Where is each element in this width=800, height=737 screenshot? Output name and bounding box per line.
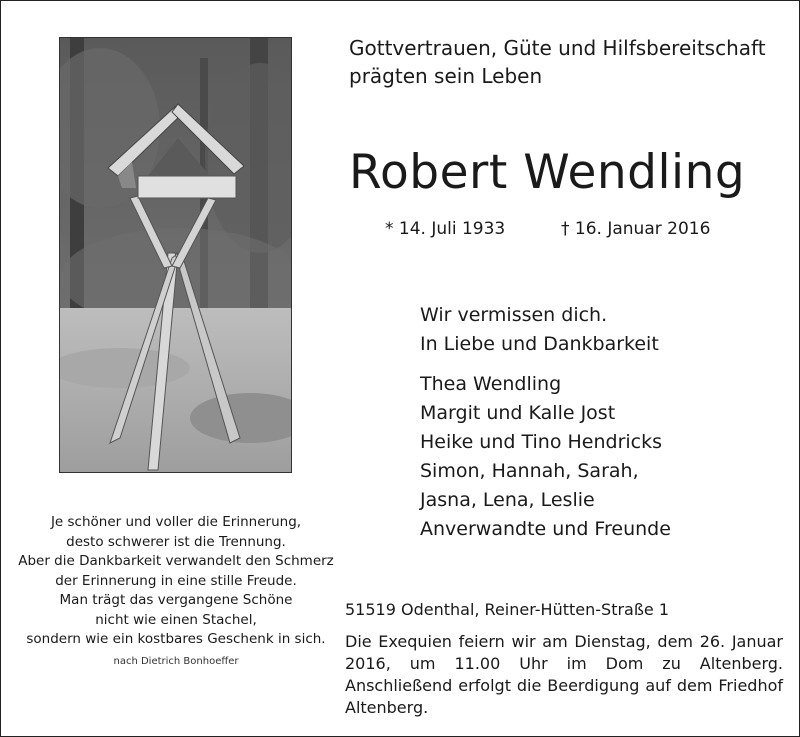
mourners-list xyxy=(420,370,671,544)
poem-line: Aber die Dankbarkeit verwandelt den Schmerz xyxy=(18,553,334,569)
mourner-entry: Margit und Kalle Jost xyxy=(420,402,616,424)
poem-line: sondern wie ein kostbares Geschenk in sich. xyxy=(26,631,326,647)
poem-line: desto schwerer ist die Trennung. xyxy=(66,533,286,550)
mourner-entry: Thea Wendling xyxy=(420,373,562,395)
family-address: 51519 Odenthal, Reiner-Hütten-Straße 1 xyxy=(345,600,670,619)
message-line: Wir vermissen dich. xyxy=(420,304,608,326)
poem-line: nicht wie einen Stachel, xyxy=(95,611,257,628)
birth-date: * 14. Juli 1933 xyxy=(385,219,506,239)
motto-line: Gottvertrauen, Güte und Hilfsbereitschaft xyxy=(349,36,766,60)
remembrance-message xyxy=(420,301,659,359)
funeral-service-info: Die Exequien feiern wir am Dienstag, dem 26. Januar 2016, um 11.00 Uhr im Dom zu Altenberg. Anschließend erfolgt die Beerdigung auf dem Friedhof Altenberg. xyxy=(345,632,783,717)
message-line: In Liebe und Dankbarkeit xyxy=(420,333,659,355)
poem-line: Man trägt das vergangene Schöne xyxy=(59,592,293,608)
poem-author: nach Dietrich Bonhoeffer xyxy=(113,656,239,667)
deceased-name: Robert Wendling xyxy=(349,145,746,200)
motto-line: prägten sein Leben xyxy=(349,64,543,88)
poem-line: der Erinnerung in eine stille Freude. xyxy=(55,572,297,589)
motto xyxy=(349,34,766,90)
death-date: † 16. Januar 2016 xyxy=(561,219,711,239)
mourner-entry: Simon, Hannah, Sarah, xyxy=(420,460,639,482)
mourner-entry: Jasna, Lena, Leslie xyxy=(420,489,595,511)
birdhouse-photo xyxy=(59,37,292,473)
mourner-entry: Anverwandte und Freunde xyxy=(420,518,671,540)
memorial-poem xyxy=(6,513,346,650)
poem-line: Je schöner und voller die Erinnerung, xyxy=(50,514,302,530)
mourner-entry: Heike und Tino Hendricks xyxy=(420,431,663,453)
